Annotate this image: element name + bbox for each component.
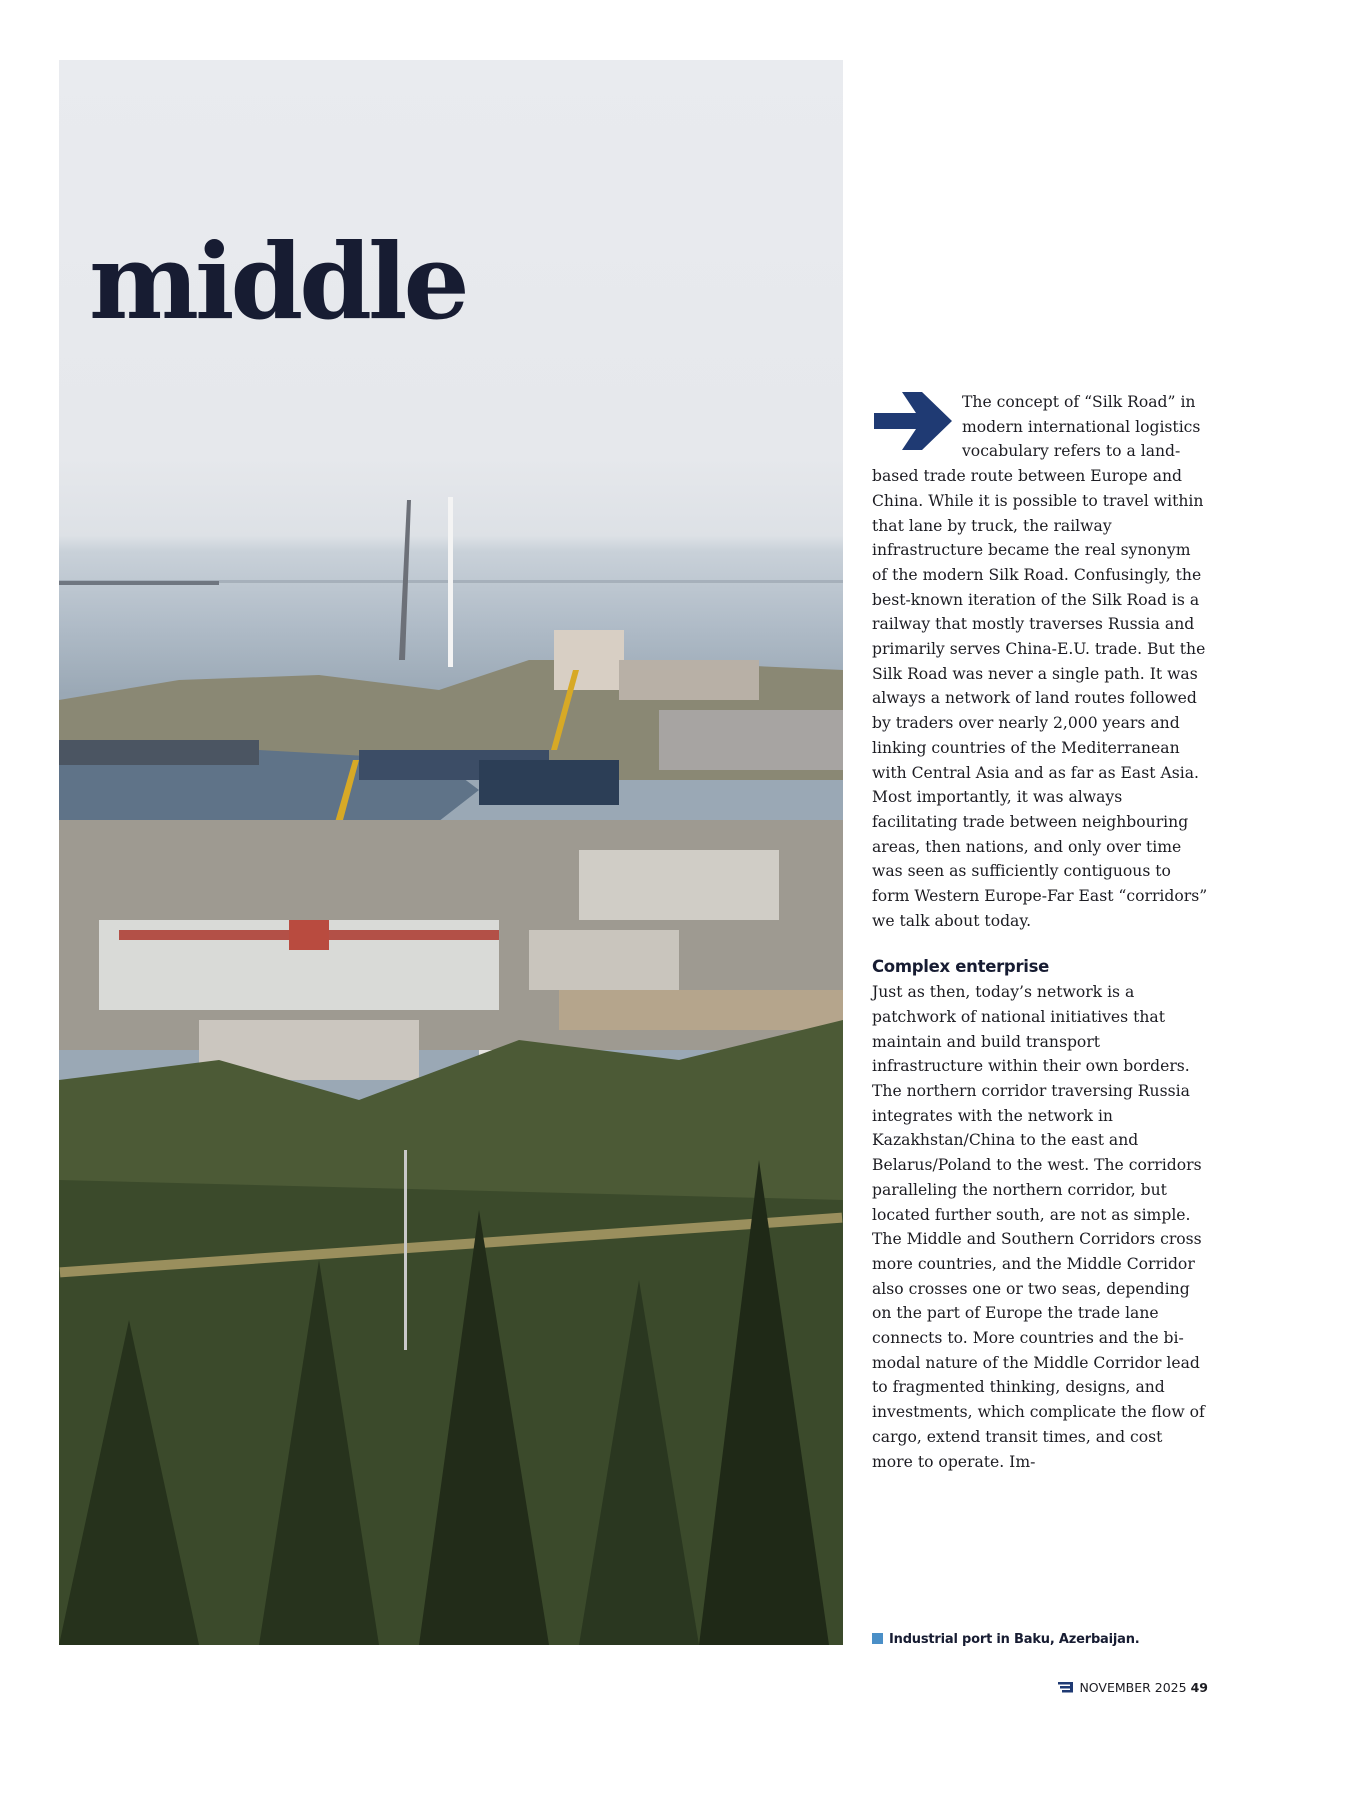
magazine-logo-icon [1058,1681,1076,1693]
arrow-right-icon [872,390,956,452]
article-column [872,390,1208,1474]
ship [479,760,619,805]
issue-date: NOVEMBER 2025 [1079,1680,1187,1695]
photo-caption [872,1632,1140,1647]
body-paragraph: Just as then, today’s network is a patchwork of national initiatives that maintain and build transport infrastructure within their own borders. The northern corridor traversing Russia integrates with the network in Kazakhstan/China to the east and Belarus/Poland to the west. The corridors paralleling the northern corridor, but located further south, are not as simple. [872,983,1202,1224]
headline: middle [89,220,466,343]
intro-paragraph: The concept of “Silk Road” in modern international logistics vocabulary refers to a land-based trade route between Europe and China. While it is possible to travel within that lane by truck, the railway infrastructure became the real synonym of the modern Silk Road. Confusingly, the best-known iteration of the Silk Road is a railway that mostly traverses Russia and primarily serves China-E.U. trade. But the Silk Road was never a single path. It was always a network of land routes followed by traders over nearly 2,000 years and linking countries of the Mediterranean with Central Asia and as far as East Asia. Most importantly, it was always facilitating trade between neighbouring areas, then nations, and only over time was seen as sufficiently contiguous to form Western Europe-Far East “corridors” we talk about today. [872,393,1208,930]
page-number: 49 [1190,1680,1208,1695]
white-mast [448,497,453,667]
caption-text: Industrial port in Baku, Azerbaijan. [889,1632,1140,1647]
cover-photo [59,60,843,1645]
body-paragraph: The Middle and Southern Corridors cross more countries, and the Middle Corridor also crosses one or two seas, depending on the part of Europe the trade lane connects to. More countries and the bi-modal nature of the Middle Corridor lead to fragmented thinking, designs, and investments, which complicate the flow of cargo, extend transit times, and cost more to operate. Im- [872,1230,1205,1471]
page-footer [1058,1680,1208,1695]
apartment-block [554,630,624,690]
subheading: Complex enterprise [872,957,1050,977]
caption-square-icon [872,1633,883,1644]
